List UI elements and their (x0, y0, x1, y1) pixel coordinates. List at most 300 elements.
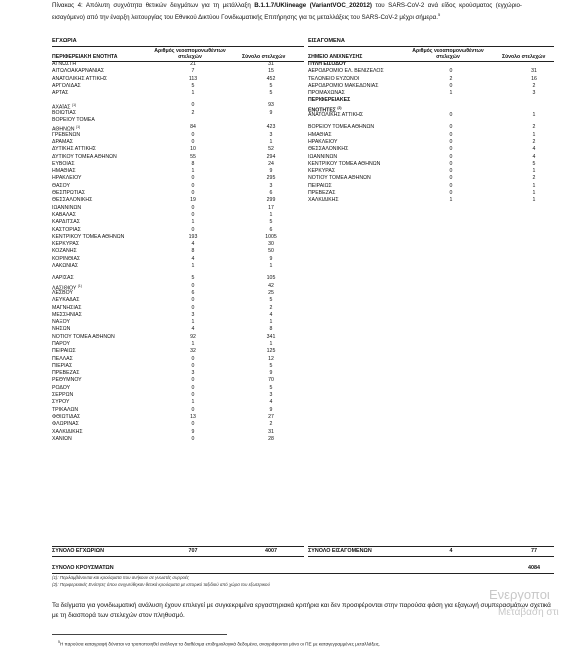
row-new-count: 0 (191, 282, 195, 289)
table-row (52, 234, 304, 241)
row-name (52, 312, 82, 319)
table-row (52, 219, 304, 226)
row-total-count: 17 (268, 204, 274, 211)
row-name (52, 197, 92, 204)
row-name (52, 146, 96, 153)
imported-col-total-header: Σύνολο στελεχών (502, 54, 546, 60)
domestic-col-name-header: ΠΕΡΙΦΕΡΕΙΑΚΗ ΕΝΟΤΗΤΑ (52, 54, 118, 60)
imported-top-rule (308, 46, 554, 47)
row-name (308, 76, 359, 83)
row-name (308, 154, 337, 161)
row-name-text: ΚΕΡΚΥΡΑΣ (308, 168, 336, 175)
row-new-count: 0 (449, 68, 453, 75)
table-row (308, 183, 554, 190)
row-name (52, 248, 77, 255)
row-name-text: ΛΑΡΙΣΑΣ (52, 275, 74, 282)
row-name (52, 341, 70, 348)
row-name-text: ΧΑΝΙΩΝ (52, 435, 72, 442)
row-new-count: 32 (190, 348, 196, 355)
row-name (52, 421, 79, 428)
row-name (52, 90, 68, 97)
imported-total-new: 4 (449, 548, 453, 554)
table-row (308, 190, 554, 197)
row-total-count: 31 (531, 68, 537, 75)
row-name (52, 334, 115, 341)
row-total-count: 2 (532, 124, 536, 131)
row-new-count: 8 (191, 248, 195, 255)
table-row (52, 110, 304, 117)
table-row (308, 90, 554, 97)
table-row (52, 117, 304, 124)
row-name (52, 319, 70, 326)
footnote (58, 640, 380, 647)
row-new-count: 0 (449, 131, 453, 138)
row-name (52, 83, 81, 90)
table-row (52, 161, 304, 168)
row-total-count: 341 (266, 333, 276, 340)
caption-lineage: B.1.1.7/UKlineage (VariantVOC_202012) (254, 2, 372, 9)
row-name-text: ΚΕΝΤΡΙΚΟΥ ΤΟΜΕΑ ΑΘΗΝΩΝ (308, 160, 381, 167)
table-row (52, 212, 304, 219)
row-name-text: ΗΜΑΘΙΑΣ (308, 131, 332, 138)
row-name-text: ΦΛΩΡΙΝΑΣ (52, 421, 79, 428)
row-new-count: 0 (191, 377, 195, 384)
row-total-count: 1005 (265, 233, 277, 240)
domestic-table-body (52, 61, 304, 443)
row-name (308, 90, 345, 97)
row-new-count: 0 (191, 421, 195, 428)
table-row (52, 190, 304, 197)
row-total-count: 4 (269, 311, 273, 318)
row-note-ref: (1) (71, 103, 77, 108)
row-new-count: 7 (191, 68, 195, 75)
row-name-text: ΘΕΣΣΑΛΟΝΙΚΗΣ (52, 197, 93, 204)
row-name (52, 392, 73, 399)
table-row (308, 124, 554, 131)
table-row (52, 305, 304, 312)
row-name (52, 139, 73, 146)
row-name-text: ΧΑΛΚΙΔΙΚΗΣ (308, 197, 339, 204)
row-name-text: ΑΕΡΟΔΡΟΜΙΟ ΕΛ. ΒΕΝΙΖΕΛΟΣ (308, 68, 384, 75)
row-new-count: 19 (190, 197, 196, 204)
row-new-count: 84 (190, 124, 196, 131)
row-name (52, 190, 85, 197)
row-new-count: 2 (191, 109, 195, 116)
imported-col-new-line2: στελεχών (436, 54, 460, 60)
row-new-count: 1 (449, 197, 453, 204)
row-name-text: ΠΡΟΜΑΧΩΝΑΣ (308, 90, 345, 97)
row-new-count: 6 (191, 289, 195, 296)
domestic-col-new-line2: στελεχών (178, 54, 202, 60)
table-row (308, 154, 554, 161)
table-row (52, 241, 304, 248)
row-name-text: ΘΕΣΠΡΩΤΙΑΣ (52, 190, 86, 197)
table-row (52, 429, 304, 436)
row-total-count: 2 (532, 82, 536, 89)
table-row (52, 227, 304, 234)
table-row (52, 168, 304, 175)
table-row (308, 197, 554, 204)
row-name (52, 227, 81, 234)
row-total-count: 1 (269, 211, 273, 218)
row-total-count: 3 (269, 131, 273, 138)
footnote-rule (52, 634, 227, 635)
row-name (308, 61, 346, 68)
table-row (52, 197, 304, 204)
row-name (52, 326, 70, 333)
table-row (52, 392, 304, 399)
row-total-count: 1 (532, 197, 536, 204)
row-name-text: ΚΟΡΙΝΘΙΑΣ (52, 255, 81, 262)
row-new-count: 0 (449, 146, 453, 153)
row-new-count: 0 (449, 124, 453, 131)
table-caption (52, 2, 522, 22)
row-name-text: ΝΑΞΟΥ (52, 319, 70, 326)
table-row (52, 90, 304, 97)
row-total-count: 9 (269, 406, 273, 413)
row-name (308, 197, 339, 204)
row-name (308, 183, 332, 190)
row-name-text: ΠΕΙΡΑΙΩΣ (308, 182, 332, 189)
row-total-count: 1 (269, 263, 273, 270)
row-new-count: 193 (188, 233, 198, 240)
row-name-text: ΠΕΛΛΑΣ (52, 355, 73, 362)
table-row (52, 68, 304, 75)
row-name-text: ΚΕΡΚΥΡΑΣ (52, 241, 80, 248)
row-new-count: 0 (449, 168, 453, 175)
row-new-count: 0 (191, 406, 195, 413)
row-name-text: ΛΕΥΚΑΔΑΣ (52, 297, 80, 304)
row-total-count: 3 (269, 182, 273, 189)
row-name-text: ΑΘΗΝΩΝ (52, 127, 75, 134)
caption-suffix: του SARS-CoV-2 ανά είδος κρούσματος (εγχώριο-εισαγόμενο) από την έναρξη λειτουργίας του Εθνικού Δικτύου Γονιδιωματικής Επιτήρησης για τις μεταλλάξεις του SARS-CoV-2 μέχρι σήμερα. (52, 2, 522, 21)
table-row (308, 76, 554, 83)
table-row (52, 76, 304, 83)
row-name-text: ΤΕΛΩΝΕΙΟ ΕΥΖΩΝΟΙ (308, 75, 360, 82)
row-name-text: ΑΓΝΩΣΤΗ (52, 61, 77, 67)
row-total-count: 295 (266, 175, 276, 182)
table-row (52, 263, 304, 270)
row-name (52, 132, 80, 139)
domestic-total-rule (52, 546, 304, 547)
domestic-title: ΕΓΧΩΡΙΑ (52, 38, 77, 44)
row-name (52, 241, 79, 248)
row-total-count: 4 (532, 146, 536, 153)
row-new-count: 9 (191, 428, 195, 435)
row-total-count: 31 (268, 428, 274, 435)
row-new-count: 0 (191, 435, 195, 442)
row-new-count: 0 (191, 362, 195, 369)
row-total-count: 294 (266, 153, 276, 160)
row-name (52, 377, 82, 384)
row-name-text: ΑΝΑΤΟΛΙΚΗΣ ΑΤΤΙΚΗΣ (52, 75, 108, 82)
table-row (52, 297, 304, 304)
row-name-text: ΤΡΙΚΑΛΩΝ (52, 406, 79, 413)
row-name-text: ΠΙΕΡΙΑΣ (52, 362, 73, 369)
row-total-count: 4 (269, 399, 273, 406)
row-new-count: 1 (191, 219, 195, 226)
row-name (308, 139, 337, 146)
table-row (52, 356, 304, 363)
row-name (52, 263, 78, 270)
row-total-count: 5 (269, 90, 273, 97)
domestic-total-label: ΣΥΝΟΛΟ ΕΓΧΩΡΙΩΝ (52, 548, 104, 554)
table-row (52, 183, 304, 190)
row-name-text: ΚΟΖΑΝΗΣ (52, 248, 77, 255)
row-new-count: 0 (449, 160, 453, 167)
row-name-text: ΕΝΟΤΗΤΕΣ (308, 107, 336, 114)
table-row (308, 105, 554, 112)
row-total-count: 1 (269, 340, 273, 347)
row-new-count: 0 (191, 384, 195, 391)
row-new-count: 3 (191, 370, 195, 377)
row-total-count: 9 (269, 109, 273, 116)
table-row (308, 161, 554, 168)
table-row (52, 326, 304, 333)
table-row (52, 154, 304, 161)
imported-col-new-header (398, 48, 498, 60)
row-total-count: 12 (268, 355, 274, 362)
row-new-count: 0 (191, 392, 195, 399)
row-new-count: 0 (191, 211, 195, 218)
row-name-text: ΡΟΔΟΥ (52, 384, 71, 391)
table-row (52, 348, 304, 355)
row-name (52, 212, 76, 219)
row-new-count: 0 (449, 182, 453, 189)
row-name-text: ΑΧΑΪΑΣ (52, 105, 71, 112)
row-new-count: 0 (191, 204, 195, 211)
row-name (308, 161, 380, 168)
row-name-text: ΚΕΝΤΡΙΚΟΥ ΤΟΜΕΑ ΑΘΗΝΩΝ (52, 233, 125, 240)
table-row (308, 168, 554, 175)
row-name-text: ΔΡΑΜΑΣ (52, 138, 73, 145)
row-total-count: 42 (268, 282, 274, 289)
row-total-count: 1 (269, 319, 273, 326)
row-total-count: 9 (269, 370, 273, 377)
table-row (52, 283, 304, 290)
table-row (52, 385, 304, 392)
row-name-text: ΒΟΡΕΙΟΥ ΤΟΜΕΑ (52, 117, 95, 124)
row-new-count: 5 (191, 275, 195, 282)
table-row (308, 83, 554, 90)
row-new-count: 1 (191, 263, 195, 270)
row-new-count: 1 (191, 399, 195, 406)
row-new-count: 0 (191, 190, 195, 197)
row-name-text: ΚΑΒΑΛΑΣ (52, 211, 76, 218)
row-new-count: 55 (190, 153, 196, 160)
row-new-count: 0 (191, 226, 195, 233)
table-row (52, 132, 304, 139)
table-row (52, 275, 304, 282)
row-name (52, 363, 72, 370)
row-name-text: ΑΙΤΩΛΟΑΚΑΡΝΑΝΙΑΣ (52, 68, 105, 75)
row-total-count: 452 (266, 75, 276, 82)
row-name-text: ΙΩΑΝΝΙΝΩΝ (52, 204, 82, 211)
row-total-count: 423 (266, 124, 276, 131)
row-note-ref: (1) (77, 283, 82, 288)
row-new-count: 0 (191, 297, 195, 304)
row-total-count: 6 (269, 190, 273, 197)
row-new-count: 0 (191, 182, 195, 189)
note-2: (2): Περιφερειακές Ενότητες όπου ανιχνεύθηκαν θετικά κρούσματα με ιστορικό ταξιδιού από χώρα του εξωτερικού (52, 582, 270, 587)
row-total-count: 3 (532, 90, 536, 97)
row-new-count: 0 (191, 102, 195, 109)
row-new-count: 0 (449, 175, 453, 182)
table-row (52, 290, 304, 297)
row-note-ref: (1) (75, 125, 81, 130)
row-total-count: 15 (268, 68, 274, 75)
row-name-text: ΠΥΛΗ ΕΙΣΟΔΟΥ (308, 61, 347, 67)
table-row (52, 363, 304, 370)
imported-total-label: ΣΥΝΟΛΟ ΕΙΣΑΓΟΜΕΝΩΝ (308, 548, 372, 554)
row-new-count: 21 (190, 61, 196, 67)
table-row (52, 102, 304, 112)
row-name-text: ΑΡΤΑΣ (52, 90, 69, 97)
caption-footnote-ref: 5 (437, 11, 441, 17)
row-name-text: ΠΡΕΒΕΖΑΣ (308, 190, 336, 197)
row-new-count: 0 (449, 190, 453, 197)
row-new-count: 3 (191, 311, 195, 318)
row-name (308, 190, 335, 197)
row-total-count: 1 (532, 131, 536, 138)
imported-title: ΕΙΣΑΓΟΜΕΝΑ (308, 38, 345, 44)
row-name-text: ΔΥΤΙΚΟΥ ΤΟΜΕΑ ΑΘΗΝΩΝ (52, 153, 117, 160)
row-total-count: 5 (269, 219, 273, 226)
row-new-count: 113 (188, 75, 198, 82)
domestic-col-new-header (140, 48, 240, 60)
row-name-text: ΒΟΙΩΤΙΑΣ (52, 109, 77, 116)
row-name-text: ΠΡΕΒΕΖΑΣ (52, 370, 80, 377)
row-new-count: 13 (190, 413, 196, 420)
row-total-count: 25 (268, 289, 274, 296)
row-name-text: ΛΕΣΒΟΥ (52, 289, 73, 296)
note-1: (1): Περιλαμβάνονται και κρούσματα που ανήκουν σε γνωστές συρροές (52, 575, 189, 580)
row-name-text: ΣΥΡΟΥ (52, 399, 70, 406)
row-name-text: ΛΑΣΙΘΙΟΥ (52, 285, 77, 292)
row-total-count: 2 (269, 304, 273, 311)
table-row (308, 139, 554, 146)
table-row (52, 139, 304, 146)
row-name (52, 161, 75, 168)
table-row (52, 436, 304, 443)
imported-col-name-header: ΣΗΜΕΙΟ ΑΝΙΧΝΕΥΣΗΣ (308, 54, 363, 60)
row-new-count: 0 (449, 138, 453, 145)
row-total-count: 2 (532, 175, 536, 182)
row-name-text: ΝΟΤΙΟΥ ΤΟΜΕΑ ΑΘΗΝΩΝ (52, 333, 115, 340)
row-name-text: ΦΘΙΩΤΙΔΑΣ (52, 413, 81, 420)
domestic-total-new: 707 (188, 548, 198, 554)
row-name (52, 370, 79, 377)
row-total-count: 1 (532, 168, 536, 175)
row-total-count: 1 (532, 112, 536, 119)
row-name (308, 112, 363, 119)
table-row (52, 248, 304, 255)
domestic-total-all: 4007 (265, 548, 277, 554)
row-new-count: 10 (190, 146, 196, 153)
table-row (308, 112, 554, 119)
row-total-count: 2 (532, 138, 536, 145)
row-name (308, 124, 374, 131)
row-new-count: 1 (449, 90, 453, 97)
row-name (52, 117, 95, 124)
footnote-text: Η παρούσα καταγραφή δύναται να τροποποιηθεί ανάλογα τα διαθέσιμα επιδημιολογικά δεδομένα, αναγράφονται μόνο οι ΠΕ με καταγεγραμμένες μεταλλάξεις. (59, 641, 381, 647)
row-name (52, 399, 69, 406)
row-name-text: ΧΑΛΚΙΔΙΚΗΣ (52, 428, 83, 435)
row-total-count: 1 (532, 190, 536, 197)
row-new-count: 0 (191, 304, 195, 311)
row-name (52, 68, 104, 75)
row-name (52, 61, 76, 68)
row-name (308, 97, 350, 104)
row-name-text: ΜΕΣΣΗΝΙΑΣ (52, 311, 82, 318)
table-row (52, 407, 304, 414)
row-new-count: 2 (449, 75, 453, 82)
row-name (52, 234, 124, 241)
row-new-count: 0 (449, 112, 453, 119)
row-name-text: ΝΗΣΩΝ (52, 326, 71, 333)
row-name (52, 183, 70, 190)
row-name-text: ΑΡΓΟΛΙΔΑΣ (52, 82, 81, 89)
row-total-count: 6 (269, 226, 273, 233)
row-total-count: 4 (532, 153, 536, 160)
row-new-count: 92 (190, 333, 196, 340)
grand-total-value: 4084 (528, 565, 540, 571)
row-name (52, 414, 80, 421)
imported-col-new-line1: Αριθμός νεοαπομονωθέντων (412, 48, 484, 54)
row-name (52, 348, 76, 355)
row-total-count: 50 (268, 248, 274, 255)
row-total-count: 9 (269, 168, 273, 175)
row-name (52, 219, 80, 226)
imported-total-rule (308, 546, 554, 547)
row-name-text: ΠΑΡΟΥ (52, 340, 70, 347)
row-name-text: ΠΕΡΙΦΕΡΕΙΑΚΕΣ (308, 97, 351, 104)
row-name-text: ΜΑΓΝΗΣΙΑΣ (52, 304, 82, 311)
body-paragraph: Τα δείγματα για γονιδιωματική ανάλυση έχουν επιλεγεί με συγκεκριμένα εργαστηριακά κριτήρια και δεν προσφέρονται στην παρούσα φάση για εξαγωγή συμπερασμάτων σχετικά με τη διασπορά των στελεχών στον πληθυσμό. (52, 602, 551, 619)
row-total-count: 5 (532, 160, 536, 167)
row-new-count: 0 (449, 82, 453, 89)
row-name (52, 356, 73, 363)
domestic-total-bottom-rule (52, 556, 304, 557)
row-name (308, 132, 332, 139)
row-total-count: 24 (268, 160, 274, 167)
domestic-col-total-header: Σύνολο στελεχών (242, 54, 286, 60)
row-total-count: 27 (268, 413, 274, 420)
row-total-count: 93 (268, 102, 274, 109)
activation-watermark-line2: Μετάβαση στι (498, 607, 559, 618)
table-row (52, 124, 304, 134)
activation-watermark-line1: Ενεργοποι (489, 587, 550, 602)
row-name-text: ΑΝΑΤΟΛΙΚΗΣ ΑΤΤΙΚΗΣ (308, 112, 364, 119)
row-total-count: 52 (268, 146, 274, 153)
domestic-top-rule (52, 46, 304, 47)
table-row (52, 334, 304, 341)
table-row (52, 61, 304, 68)
imported-total-bottom-rule (308, 556, 554, 557)
table-row (308, 175, 554, 182)
row-new-count: 1 (191, 319, 195, 326)
table-row (52, 146, 304, 153)
row-total-count: 30 (268, 241, 274, 248)
table-row (308, 146, 554, 153)
table-row (52, 312, 304, 319)
row-name (52, 168, 76, 175)
row-name (52, 175, 81, 182)
row-name-text: ΔΥΤΙΚΗΣ ΑΤΤΙΚΗΣ (52, 146, 96, 153)
row-new-count: 1 (191, 168, 195, 175)
row-name-text: ΘΑΣΟΥ (52, 182, 70, 189)
imported-total-all: 77 (531, 548, 537, 554)
